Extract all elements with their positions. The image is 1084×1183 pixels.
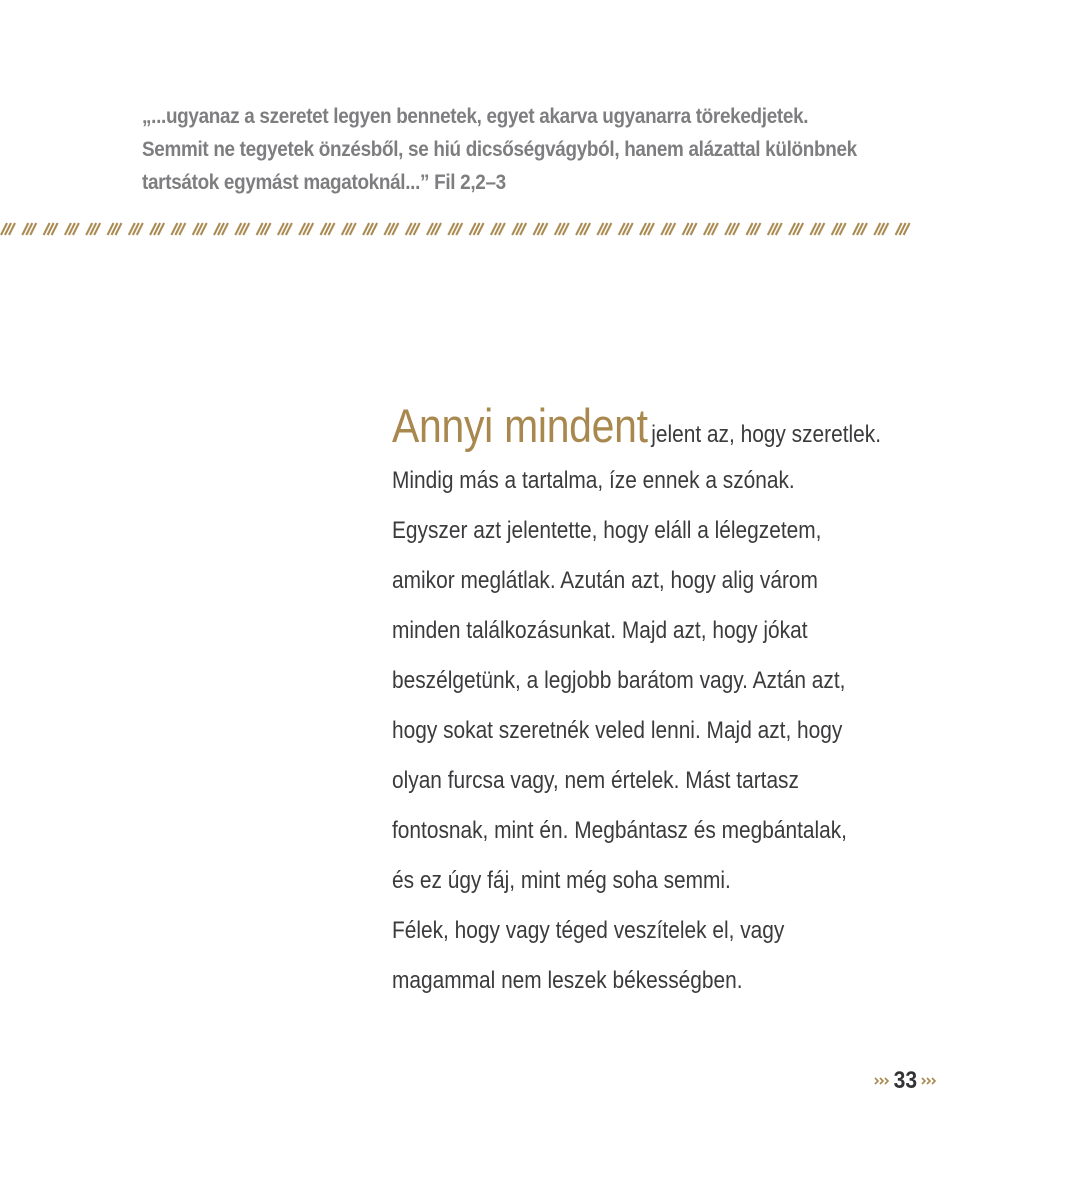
ornament-left-icon [874,1077,890,1085]
page-number-value: 33 [893,1067,918,1094]
quote-line: tartsátok egymást magatoknál...” Fil 2,2–3 [142,171,506,194]
text-line: és ez úgy fáj, mint még soha semmi. [392,867,731,894]
page-number [874,1064,937,1098]
text-line: Félek, hogy vagy téged veszítelek el, vagy [392,917,785,944]
text-line: olyan furcsa vagy, nem értelek. Mást tartasz [392,767,799,794]
lead-phrase: Annyi mindent [392,399,648,452]
main-text [392,396,882,1006]
text-line: hogy sokat szeretnék veled lenni. Majd azt, hogy [392,717,843,744]
text-line: amikor meglátlak. Azután azt, hogy alig várom [392,567,818,594]
text-line: minden találkozásunkat. Majd azt, hogy jókat [392,617,808,644]
decorative-divider [0,220,916,238]
text-line: magammal nem leszek békességben. [392,967,743,994]
first-line [392,396,882,456]
text-line: fontosnak, mint én. Megbántasz és megbántalak, [392,817,847,844]
ornament-right-icon [921,1077,937,1085]
quote-line: „...ugyanaz a szeretet legyen bennetek, egyet akarva ugyanarra törekedjetek. [142,105,809,128]
first-line-rest: jelent az, hogy szeretlek. [651,421,882,448]
quote-line: Semmit ne tegyetek önzésből, se hiú dicsőségvágyból, hanem alázattal különbnek [142,138,857,161]
text-line: Egyszer azt jelentette, hogy eláll a lélegzetem, [392,517,822,544]
text-line: Mindig más a tartalma, íze ennek a szónak. [392,467,795,494]
scripture-quote [142,100,880,199]
text-line: beszélgetünk, a legjobb barátom vagy. Aztán azt, [392,667,846,694]
